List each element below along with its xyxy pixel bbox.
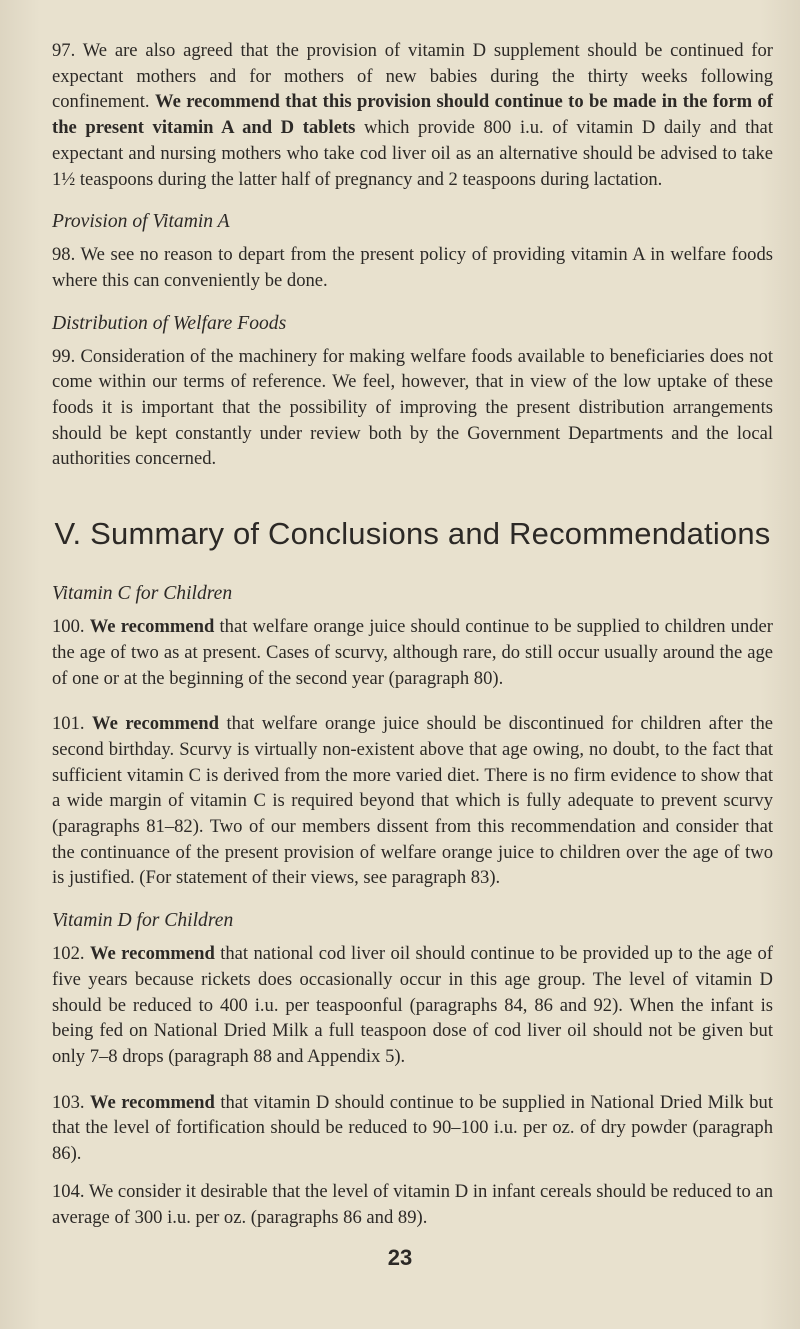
paragraph-97-rest: which provide 800 i.u. of vitamin D daily and that expectant and nursing mothers who take cod liver oil as an alternative should be advised to take 1½ teaspoons during the latter half of pregnancy and 2 teaspoons during lactation.	[52, 117, 773, 190]
heading-vitamin-d-children: Vitamin D for Children	[52, 910, 234, 932]
paragraph-99: 99. Consideration of the machinery for making welfare foods available to beneficiaries does not come within our terms of reference. We feel, however, that in view of the low uptake of these foods it is important that the possibility of improving the present distribution arrangements should be kept constantly under review both by the Government Departments and the local authorities concerned.	[52, 345, 773, 470]
paragraph-97	[52, 38, 773, 192]
paragraph-103-emphasis: We recommend	[89, 1091, 215, 1113]
paragraph-103-number: 103.	[52, 1091, 85, 1113]
paragraph-97-lead: 97. We are also agreed that the provision of vitamin D supplement should be continued for expectant mothers and for mothers of new babies during the thirty weeks following confinement.	[52, 40, 773, 113]
paragraph-100-number: 100.	[52, 616, 85, 638]
paragraph-101-emphasis: We recommend	[92, 713, 219, 735]
heading-distribution-welfare-foods: Distribution of Welfare Foods	[52, 312, 287, 334]
page-number: 23	[387, 1245, 413, 1270]
paragraph-104: 104. We consider it desirable that the level of vitamin D in infant cereals should be reduced to an average of 300 i.u. per oz. (paragraphs 86 and 89).	[52, 1180, 773, 1228]
paragraph-100-rest: that welfare orange juice should continue to be supplied to children under the age of two as at present. Cases of scurvy, although rare, do still occur usually around the age of one or at the beginning of the second year (paragraph 80).	[52, 616, 774, 689]
heading-vitamin-c-children: Vitamin C for Children	[52, 583, 233, 605]
section-title: V. Summary of Conclusions and Recommendations	[54, 516, 771, 552]
paragraph-102-number: 102.	[52, 943, 85, 965]
paragraph-101	[52, 711, 773, 891]
paragraph-100	[52, 614, 773, 691]
paragraph-97-emphasis: We recommend that this provision should continue to be made in the form of the present vitamin A and D tablets	[52, 91, 773, 139]
paragraph-101-number: 101.	[52, 713, 85, 735]
paragraph-102-emphasis: We recommend	[89, 943, 215, 965]
paragraph-101-rest: that welfare orange juice should be discontinued for children after the second birthday. Scurvy is virtually non-existent above that age owing, no doubt, to the fact that sufficient vitamin C is derived from the more varied diet. There is no firm evidence to show that a wide margin of vitamin C is required beyond that which is fully adequate to prevent scurvy (paragraphs 81–82). Two of our members dissent from this recommendation and consider that the continuance of the present provision of welfare orange juice to children over the age of two is justified. (For statement of their views, see paragraph 83).	[52, 713, 774, 889]
paragraph-100-emphasis: We recommend	[89, 616, 215, 638]
paragraph-103	[52, 1090, 773, 1167]
paragraph-102	[52, 941, 773, 1070]
text-column	[52, 38, 773, 1230]
paragraph-102-rest: that national cod liver oil should continue to be provided up to the age of five years because rickets does occasionally occur in this age group. The level of vitamin D should be reduced to 400 i.u. per teaspoonful (paragraphs 84, 86 and 92). When the infant is being fed on National Dried Milk a full teaspoon dose of cod liver oil should not be given but only 7–8 drops (paragraph 88 and Appendix 5).	[52, 943, 773, 1067]
paragraph-103-rest: that vitamin D should continue to be supplied in National Dried Milk but that the level of fortification should be reduced to 90–100 i.u. per oz. of dry powder (paragraph 86).	[52, 1091, 773, 1165]
heading-provision-vitamin-a: Provision of Vitamin A	[52, 211, 230, 233]
paragraph-98: 98. We see no reason to depart from the present policy of providing vitamin A in welfare foods where this can conveniently be done.	[52, 244, 773, 291]
